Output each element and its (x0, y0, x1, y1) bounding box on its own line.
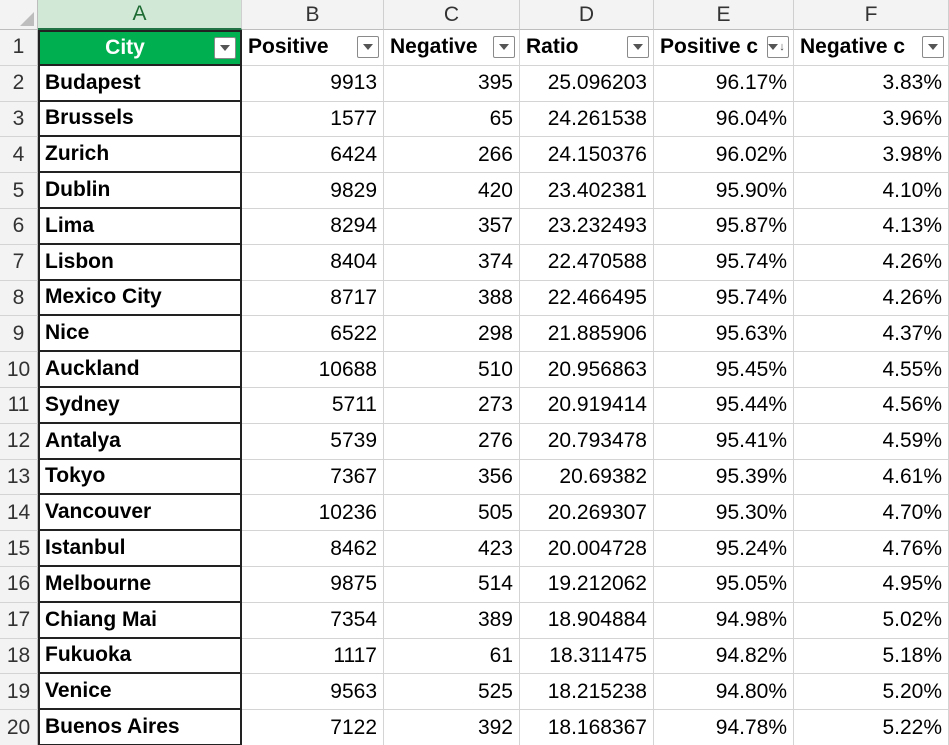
row-header[interactable]: 15 (0, 531, 38, 567)
header-cell-city[interactable] (38, 30, 242, 66)
row-header[interactable]: 17 (0, 603, 38, 639)
row-header[interactable]: 20 (0, 710, 38, 745)
column-header-d[interactable]: D (520, 0, 654, 30)
row-header[interactable]: 11 (0, 388, 38, 424)
city-cell[interactable]: Auckland (38, 352, 242, 388)
negative-percent-cell[interactable]: 4.10% (794, 173, 949, 209)
negative-cell[interactable]: 266 (384, 137, 520, 173)
header-cell-negative[interactable] (384, 30, 520, 66)
ratio-cell[interactable]: 23.232493 (520, 209, 654, 245)
row-header[interactable]: 4 (0, 137, 38, 173)
city-cell[interactable]: Chiang Mai (38, 603, 242, 639)
column-header-c[interactable]: C (384, 0, 520, 30)
row-header[interactable]: 3 (0, 102, 38, 138)
city-cell[interactable]: Nice (38, 316, 242, 352)
negative-cell[interactable]: 357 (384, 209, 520, 245)
negative-cell[interactable]: 374 (384, 245, 520, 281)
row-header[interactable]: 14 (0, 495, 38, 531)
positive-cell[interactable]: 5739 (242, 424, 384, 460)
ratio-cell[interactable]: 23.402381 (520, 173, 654, 209)
ratio-cell[interactable]: 18.215238 (520, 674, 654, 710)
ratio-cell[interactable]: 20.919414 (520, 388, 654, 424)
positive-percent-cell[interactable]: 95.74% (654, 245, 794, 281)
negative-cell[interactable]: 420 (384, 173, 520, 209)
city-cell[interactable]: Dublin (38, 173, 242, 209)
positive-percent-cell[interactable]: 94.82% (654, 639, 794, 675)
positive-cell[interactable]: 9875 (242, 567, 384, 603)
row-header[interactable]: 9 (0, 316, 38, 352)
negative-cell[interactable]: 514 (384, 567, 520, 603)
column-header-a[interactable]: A (38, 0, 242, 30)
positive-cell[interactable]: 8294 (242, 209, 384, 245)
city-cell[interactable]: Budapest (38, 66, 242, 102)
negative-cell[interactable]: 276 (384, 424, 520, 460)
positive-cell[interactable]: 7122 (242, 710, 384, 745)
positive-percent-cell[interactable]: 95.39% (654, 460, 794, 496)
row-header[interactable]: 18 (0, 639, 38, 675)
header-label: Negative (390, 35, 478, 59)
city-cell[interactable]: Zurich (38, 137, 242, 173)
positive-cell[interactable]: 10236 (242, 495, 384, 531)
negative-cell[interactable]: 525 (384, 674, 520, 710)
negative-cell[interactable]: 298 (384, 316, 520, 352)
ratio-cell[interactable]: 20.269307 (520, 495, 654, 531)
city-cell[interactable]: Fukuoka (38, 639, 242, 675)
negative-percent-cell[interactable]: 3.96% (794, 102, 949, 138)
negative-percent-cell[interactable]: 5.18% (794, 639, 949, 675)
positive-percent-cell[interactable]: 95.90% (654, 173, 794, 209)
ratio-cell[interactable]: 20.793478 (520, 424, 654, 460)
city-cell[interactable]: Venice (38, 674, 242, 710)
ratio-cell[interactable]: 24.150376 (520, 137, 654, 173)
positive-percent-cell[interactable]: 95.63% (654, 316, 794, 352)
positive-cell[interactable]: 7367 (242, 460, 384, 496)
positive-percent-cell[interactable]: 95.05% (654, 567, 794, 603)
column-header-f[interactable]: F (794, 0, 949, 30)
ratio-cell[interactable]: 22.466495 (520, 281, 654, 317)
header-cell-negative-c[interactable] (794, 30, 949, 66)
positive-cell[interactable]: 9913 (242, 66, 384, 102)
positive-cell[interactable]: 1117 (242, 639, 384, 675)
filter-dropdown-icon[interactable] (214, 37, 236, 59)
positive-cell[interactable]: 8462 (242, 531, 384, 567)
negative-percent-cell[interactable]: 4.26% (794, 245, 949, 281)
header-label: City (105, 35, 145, 59)
negative-percent-cell[interactable]: 4.13% (794, 209, 949, 245)
negative-percent-cell[interactable]: 4.70% (794, 495, 949, 531)
filter-dropdown-icon[interactable] (627, 36, 649, 58)
header-label: Ratio (526, 35, 579, 59)
city-cell[interactable]: Brussels (38, 102, 242, 138)
city-cell[interactable]: Melbourne (38, 567, 242, 603)
row-header[interactable]: 12 (0, 424, 38, 460)
negative-percent-cell[interactable]: 4.61% (794, 460, 949, 496)
select-all-corner[interactable] (0, 0, 38, 30)
positive-cell[interactable]: 9829 (242, 173, 384, 209)
row-header[interactable]: 8 (0, 281, 38, 317)
row-header[interactable]: 16 (0, 567, 38, 603)
row-header[interactable]: 1 (0, 30, 38, 66)
positive-percent-cell[interactable]: 96.04% (654, 102, 794, 138)
negative-cell[interactable]: 388 (384, 281, 520, 317)
filter-dropdown-icon[interactable] (493, 36, 515, 58)
negative-percent-cell[interactable]: 5.22% (794, 710, 949, 745)
city-cell[interactable]: Lima (38, 209, 242, 245)
row-header[interactable]: 19 (0, 674, 38, 710)
positive-cell[interactable]: 10688 (242, 352, 384, 388)
positive-percent-cell[interactable]: 94.78% (654, 710, 794, 745)
negative-percent-cell[interactable]: 4.37% (794, 316, 949, 352)
ratio-cell[interactable]: 18.311475 (520, 639, 654, 675)
negative-cell[interactable]: 356 (384, 460, 520, 496)
positive-percent-cell[interactable]: 95.74% (654, 281, 794, 317)
ratio-cell[interactable]: 20.69382 (520, 460, 654, 496)
negative-percent-cell[interactable]: 5.20% (794, 674, 949, 710)
city-cell[interactable]: Buenos Aires (38, 710, 242, 745)
negative-cell[interactable]: 423 (384, 531, 520, 567)
negative-cell[interactable]: 389 (384, 603, 520, 639)
negative-percent-cell[interactable]: 4.55% (794, 352, 949, 388)
row-header[interactable]: 2 (0, 66, 38, 102)
positive-cell[interactable]: 9563 (242, 674, 384, 710)
row-header[interactable]: 7 (0, 245, 38, 281)
positive-percent-cell[interactable]: 95.44% (654, 388, 794, 424)
positive-cell[interactable]: 1577 (242, 102, 384, 138)
positive-percent-cell[interactable]: 96.02% (654, 137, 794, 173)
negative-cell[interactable]: 505 (384, 495, 520, 531)
positive-cell[interactable]: 7354 (242, 603, 384, 639)
positive-percent-cell[interactable]: 95.30% (654, 495, 794, 531)
negative-percent-cell[interactable]: 4.26% (794, 281, 949, 317)
negative-percent-cell[interactable]: 4.95% (794, 567, 949, 603)
positive-percent-cell[interactable]: 94.98% (654, 603, 794, 639)
positive-percent-cell[interactable]: 95.87% (654, 209, 794, 245)
ratio-cell[interactable]: 18.904884 (520, 603, 654, 639)
negative-percent-cell[interactable]: 3.83% (794, 66, 949, 102)
sort-descending-filter-icon[interactable]: ↓ (767, 36, 789, 58)
positive-percent-cell[interactable]: 95.41% (654, 424, 794, 460)
row-header[interactable]: 10 (0, 352, 38, 388)
negative-percent-cell[interactable]: 4.56% (794, 388, 949, 424)
row-header[interactable]: 13 (0, 460, 38, 496)
row-header[interactable]: 5 (0, 173, 38, 209)
positive-cell[interactable]: 5711 (242, 388, 384, 424)
positive-percent-cell[interactable]: 95.24% (654, 531, 794, 567)
positive-cell[interactable]: 6424 (242, 137, 384, 173)
positive-cell[interactable]: 6522 (242, 316, 384, 352)
filter-dropdown-icon[interactable] (357, 36, 379, 58)
column-header-e[interactable]: E (654, 0, 794, 30)
ratio-cell[interactable]: 22.470588 (520, 245, 654, 281)
negative-percent-cell[interactable]: 4.76% (794, 531, 949, 567)
ratio-cell[interactable]: 25.096203 (520, 66, 654, 102)
header-cell-positive-c[interactable] (654, 30, 794, 66)
ratio-cell[interactable]: 21.885906 (520, 316, 654, 352)
row-header[interactable]: 6 (0, 209, 38, 245)
negative-cell[interactable]: 65 (384, 102, 520, 138)
negative-cell[interactable]: 395 (384, 66, 520, 102)
filter-dropdown-icon[interactable] (922, 36, 944, 58)
city-cell[interactable]: Vancouver (38, 495, 242, 531)
positive-percent-cell[interactable]: 94.80% (654, 674, 794, 710)
city-cell[interactable]: Antalya (38, 424, 242, 460)
negative-percent-cell[interactable]: 3.98% (794, 137, 949, 173)
negative-cell[interactable]: 510 (384, 352, 520, 388)
header-cell-positive[interactable] (242, 30, 384, 66)
negative-cell[interactable]: 273 (384, 388, 520, 424)
negative-percent-cell[interactable]: 4.59% (794, 424, 949, 460)
ratio-cell[interactable]: 18.168367 (520, 710, 654, 745)
city-cell[interactable]: Tokyo (38, 460, 242, 496)
negative-percent-cell[interactable]: 5.02% (794, 603, 949, 639)
column-header-b[interactable]: B (242, 0, 384, 30)
header-label: Positive c (660, 35, 759, 59)
ratio-cell[interactable]: 19.212062 (520, 567, 654, 603)
positive-cell[interactable]: 8404 (242, 245, 384, 281)
header-cell-ratio[interactable] (520, 30, 654, 66)
positive-cell[interactable]: 8717 (242, 281, 384, 317)
city-cell[interactable]: Istanbul (38, 531, 242, 567)
header-label: Positive (248, 35, 329, 59)
city-cell[interactable]: Lisbon (38, 245, 242, 281)
city-cell[interactable]: Sydney (38, 388, 242, 424)
ratio-cell[interactable]: 24.261538 (520, 102, 654, 138)
positive-percent-cell[interactable]: 95.45% (654, 352, 794, 388)
negative-cell[interactable]: 61 (384, 639, 520, 675)
positive-percent-cell[interactable]: 96.17% (654, 66, 794, 102)
ratio-cell[interactable]: 20.956863 (520, 352, 654, 388)
city-cell[interactable]: Mexico City (38, 281, 242, 317)
negative-cell[interactable]: 392 (384, 710, 520, 745)
ratio-cell[interactable]: 20.004728 (520, 531, 654, 567)
header-label: Negative c (800, 35, 906, 59)
